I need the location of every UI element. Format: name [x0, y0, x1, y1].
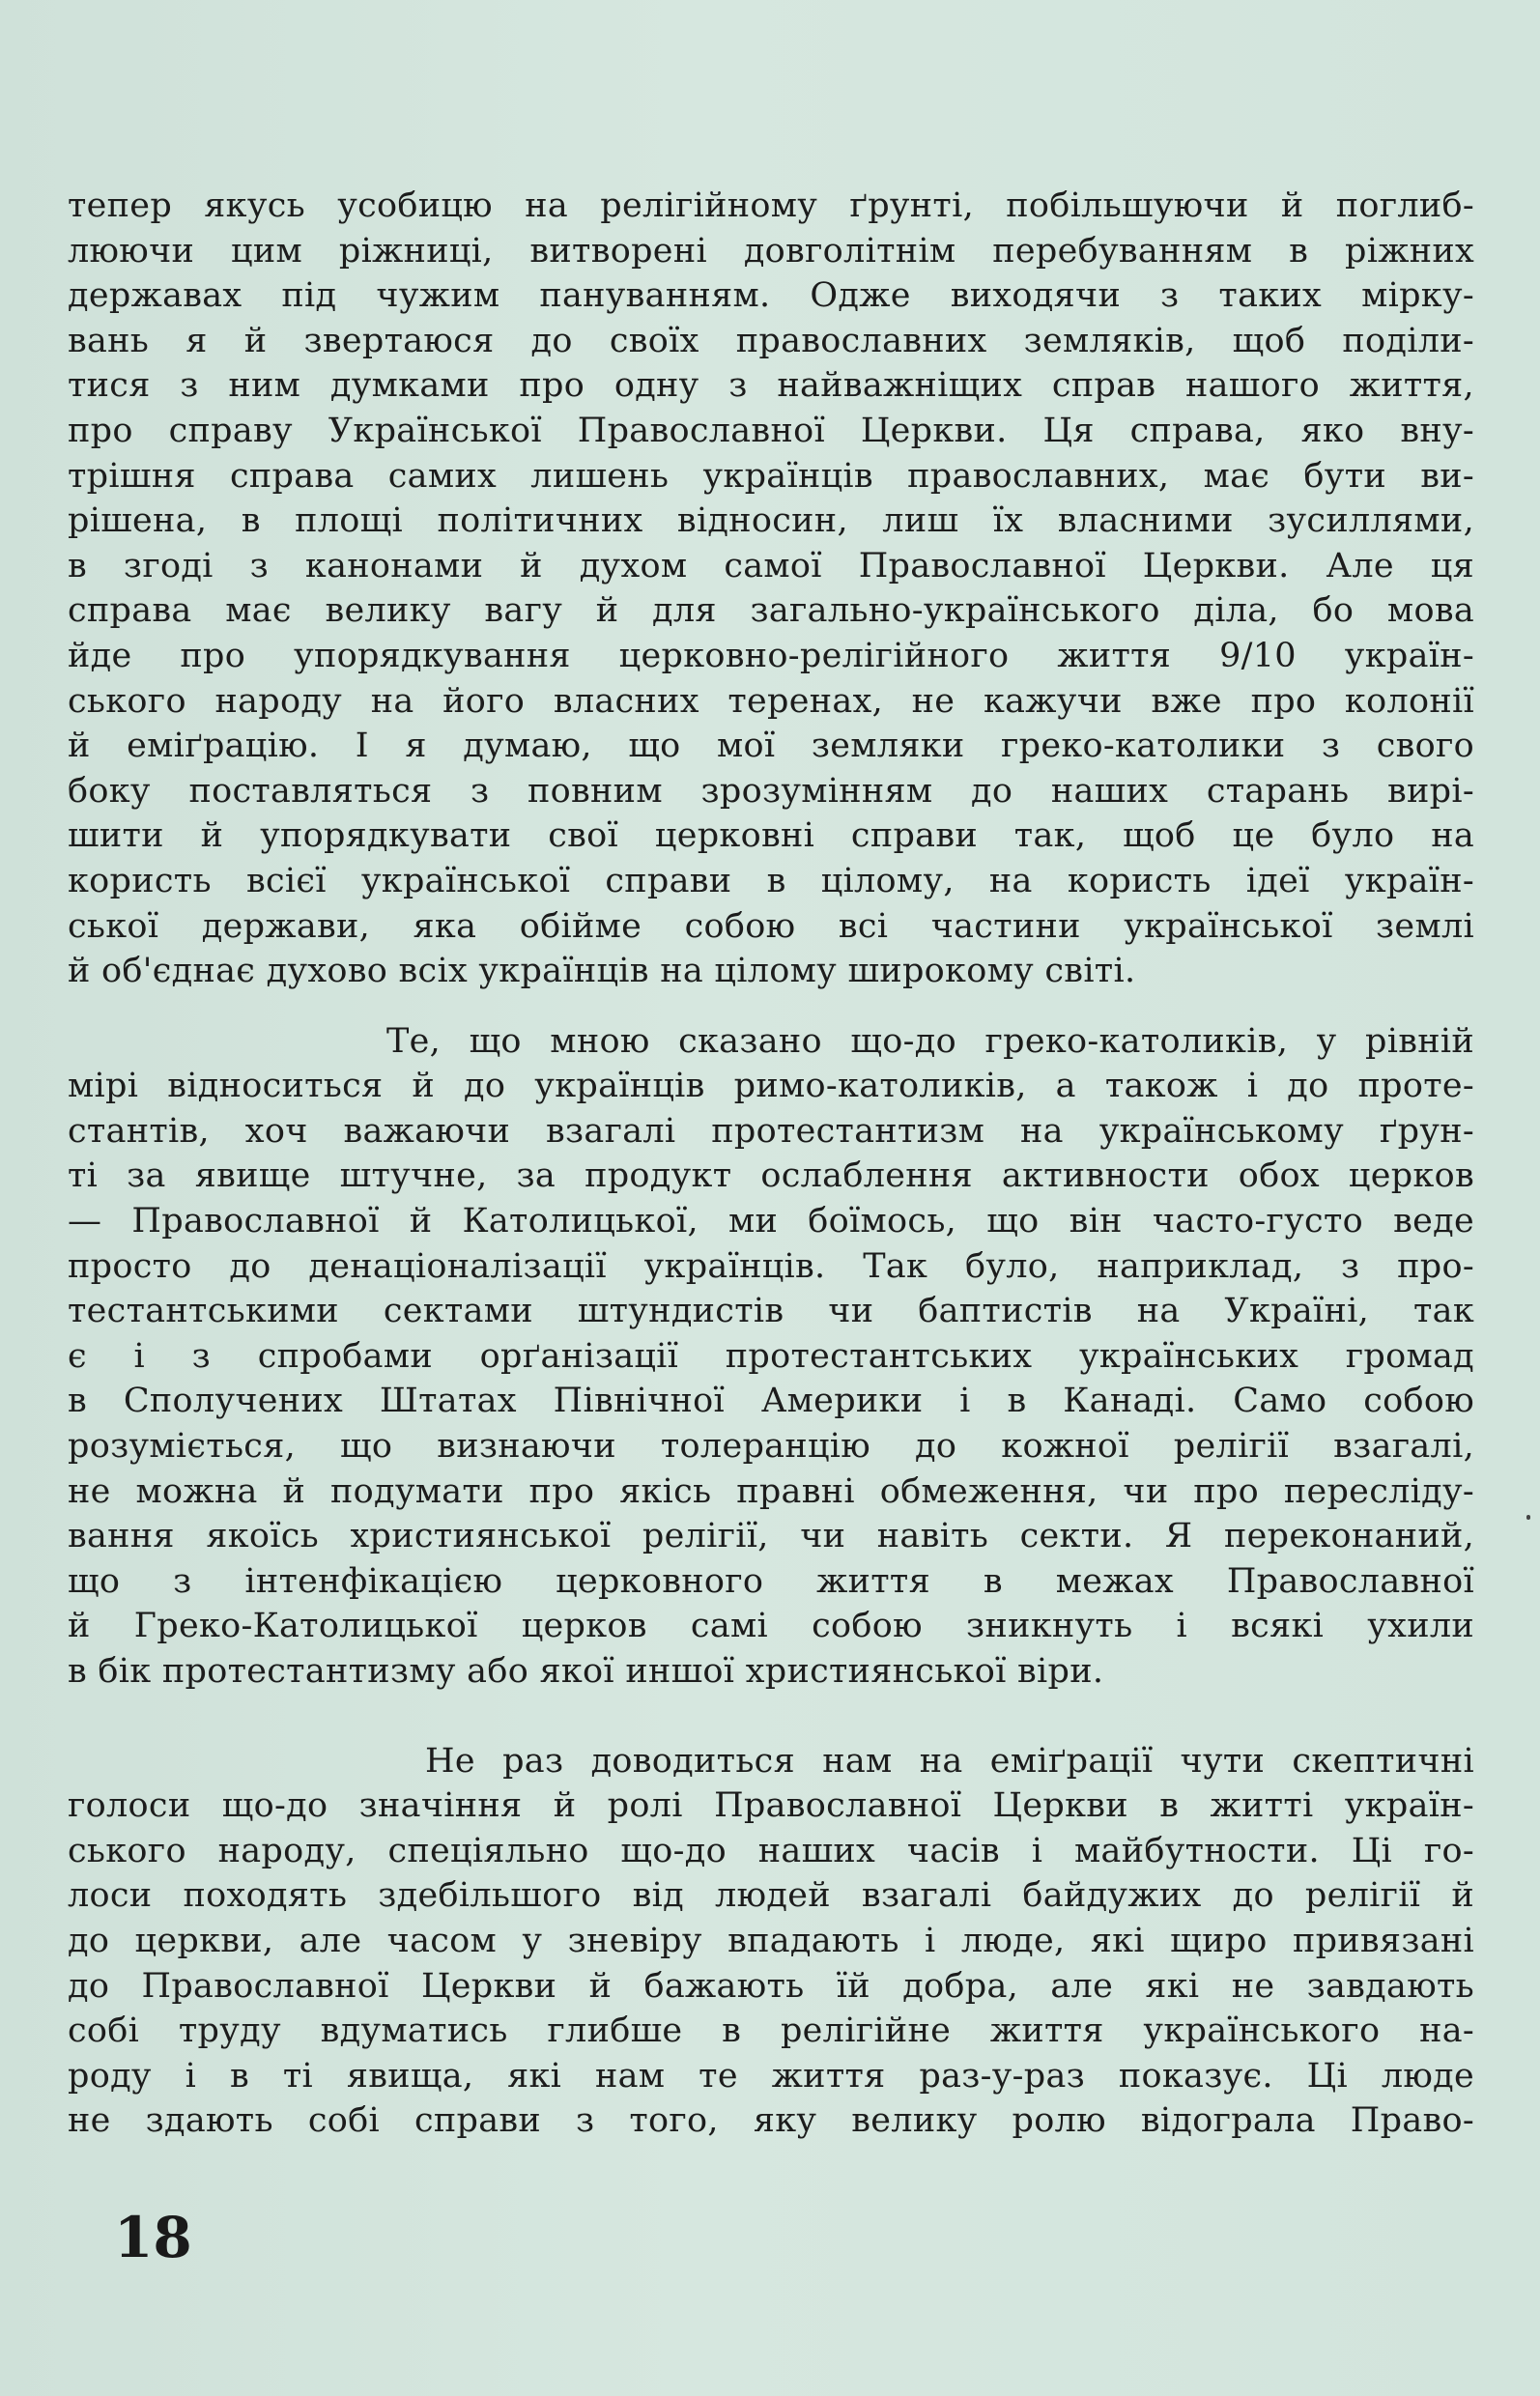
text-line: вань я й звертаюся до своїх православних земляків, щоб поділи-	[68, 321, 1474, 360]
paragraph-3	[68, 1739, 1474, 2144]
text-line: ті за явище штучне, за продукт ослаблення активности обох церков	[68, 1156, 1474, 1196]
text-line: роду і в ті явища, які нам те життя раз-у-раз показує. Ці люде	[68, 2056, 1474, 2096]
text-line: користь всієї української справи в цілому, на користь ідеї україн-	[68, 861, 1474, 900]
text-line: розуміється, що визнаючи толеранцію до кожної релігії взагалі,	[68, 1427, 1474, 1467]
text-line: в згоді з канонами й духом самої Православної Церкви. Але ця	[68, 546, 1474, 585]
text-line: стантів, хоч важаючи взагалі протестантизм на українському ґрун-	[68, 1111, 1474, 1151]
text-line: до Православної Церкви й бажають їй добра, але які не завдають	[68, 1966, 1474, 2006]
text-line: собі труду вдуматись глибше в релігійне життя українського на-	[68, 2011, 1474, 2051]
text-line: тепер якусь усобицю на релігійному ґрунті, побільшуючи й поглиб-	[68, 186, 1474, 225]
text-line: є і з спробами орґанізації протестантських українських громад	[68, 1336, 1474, 1376]
text-line: мірі відноситься й до українців римо-католиків, а також і до проте-	[68, 1067, 1474, 1106]
text-line: вання якоїсь християнської релігії, чи навіть секти. Я переконаний,	[68, 1517, 1474, 1556]
text-line: Те, що мною сказано що-до греко-католиків, у рівній	[386, 1021, 1474, 1061]
text-line: трішня справа самих лишень українців православних, має бути ви-	[68, 456, 1474, 496]
text-line: справа має велику вагу й для загально-українського діла, бо мова	[68, 591, 1474, 631]
text-line: Не раз доводиться нам на еміґрації чути скептичні	[425, 1741, 1474, 1781]
text-line: ського народу на його власних теренах, не кажучи вже про колонії	[68, 681, 1474, 721]
text-line: державах під чужим пануванням. Одже виходячи з таких мірку-	[68, 276, 1474, 316]
page-number: 18	[114, 2205, 192, 2270]
text-line: ського народу, спеціяльно що-до наших часів і майбутности. Ці го-	[68, 1831, 1474, 1870]
paper-speck	[1526, 1515, 1530, 1520]
text-line: шити й упорядкувати свої церковні справи так, щоб це було на	[68, 816, 1474, 856]
text-line: ської держави, яка обійме собою всі частини української землі	[68, 906, 1474, 946]
text-line: йде про упорядкування церковно-релігійного життя 9/10 україн-	[68, 636, 1474, 675]
text-line: тися з ним думками про одну з найважніщих справ нашого життя,	[68, 366, 1474, 406]
text-line: й об'єднає духово всіх українців на цілому широкому світі.	[68, 952, 1136, 991]
paragraph-2	[68, 1019, 1474, 1695]
text-line: й еміґрацію. І я думаю, що мої земляки греко-католики з свого	[68, 727, 1474, 766]
text-line: люючи цим ріжниці, витворені довголітнім перебуванням в ріжних	[68, 231, 1474, 271]
text-line: лоси походять здебільшого від людей взагалі байдужих до релігії й	[68, 1876, 1474, 1916]
text-line: рішена, в площі політичних відносин, лиш їх власними зусиллями,	[68, 501, 1474, 541]
body-text	[68, 184, 1474, 2144]
text-line: голоси що-до значіння й ролі Православної Церкви в житті україн-	[68, 1786, 1474, 1826]
text-line: в Сполучених Штатах Північної Америки і в Канаді. Само собою	[68, 1382, 1474, 1421]
text-line: й Греко-Католицької церков самі собою зникнуть і всякі ухили	[68, 1607, 1474, 1646]
text-line: тестантськими сектами штундистів чи баптистів на Україні, так	[68, 1292, 1474, 1331]
paragraph-1	[68, 184, 1474, 994]
text-line: боку поставляться з повним зрозумінням до наших старань вирі-	[68, 771, 1474, 811]
text-line: до церкви, але часом у зневіру впадають і люде, які щиро привязані	[68, 1921, 1474, 1960]
text-line: просто до денаціоналізації українців. Так було, наприклад, з про-	[68, 1246, 1474, 1286]
text-line: не можна й подумати про якісь правні обмеження, чи про пересліду-	[68, 1471, 1474, 1511]
text-line: не здають собі справи з того, яку велику ролю відограла Право-	[68, 2101, 1474, 2141]
text-line: в бік протестантизму або якої иншої християнської віри.	[68, 1652, 1104, 1691]
text-line: — Православної й Католицької, ми боїмось, що він часто-густо веде	[68, 1202, 1474, 1241]
text-line: про справу Української Православної Церкви. Ця справа, яко вну-	[68, 411, 1474, 450]
text-line: що з інтенфікацією церковного життя в межах Православної	[68, 1561, 1474, 1601]
